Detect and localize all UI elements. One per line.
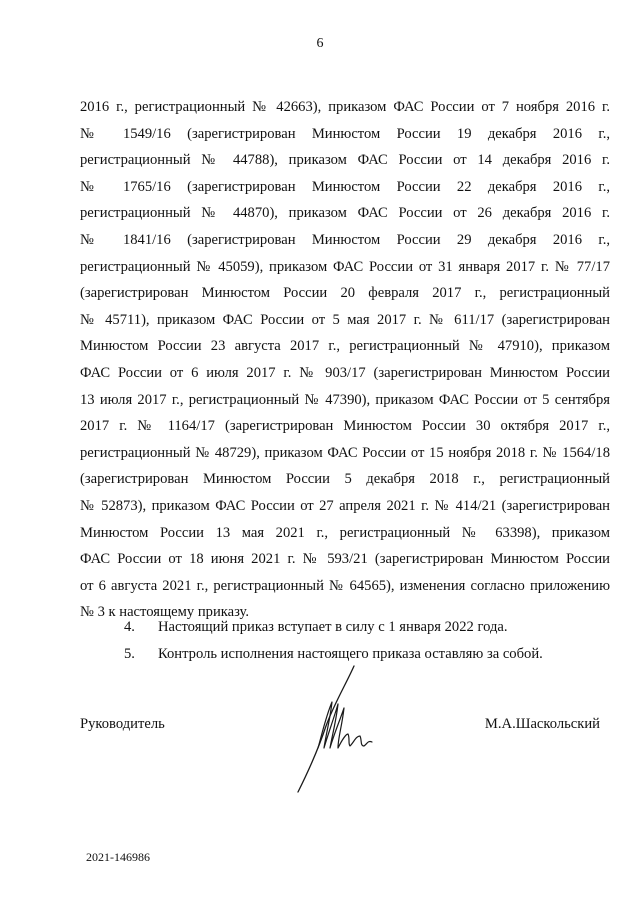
text-line: (зарегистрирован Минюстом России 20 февраля 2017 г., регистрационный xyxy=(80,285,610,302)
text-line: № 1841/16 (зарегистрирован Минюстом России 29 декабря 2016 г., xyxy=(80,231,610,248)
text-line: № 1765/16 (зарегистрирован Минюстом России 22 декабря 2016 г., xyxy=(80,178,610,195)
numbered-items xyxy=(124,614,604,668)
item-text: Настоящий приказ вступает в силу с 1 января 2022 года. xyxy=(158,619,508,635)
document-registration-number: 2021-146986 xyxy=(86,850,150,864)
text-line: 13 июля 2017 г., регистрационный № 47390), приказом ФАС России от 5 сентября xyxy=(80,391,610,408)
document-body xyxy=(80,94,610,626)
item-number: 4. xyxy=(124,619,135,635)
text-line: от 6 августа 2021 г., регистрационный № 64565), изменения согласно приложению xyxy=(80,577,610,594)
list-item xyxy=(124,614,604,641)
text-line: Минюстом России 13 мая 2021 г., регистрационный № 63398), приказом xyxy=(80,524,610,541)
text-line: № 1549/16 (зарегистрирован Минюстом России 19 декабря 2016 г., xyxy=(80,125,610,142)
item-text: Контроль исполнения настоящего приказа оставляю за собой. xyxy=(158,646,543,662)
text-line: ФАС России от 6 июля 2017 г. № 903/17 (зарегистрирован Минюстом России xyxy=(80,364,610,381)
text-line: регистрационный № 48729), приказом ФАС России от 15 ноября 2018 г. № 1564/18 xyxy=(80,444,610,461)
handwritten-signature xyxy=(288,664,378,794)
text-line: № 52873), приказом ФАС России от 27 апреля 2021 г. № 414/21 (зарегистрирован xyxy=(80,497,610,514)
text-line: № 45711), приказом ФАС России от 5 мая 2017 г. № 611/17 (зарегистрирован xyxy=(80,311,610,328)
text-line: регистрационный № 45059), приказом ФАС России от 31 января 2017 г. № 77/17 xyxy=(80,258,610,275)
text-line: регистрационный № 44870), приказом ФАС России от 26 декабря 2016 г. xyxy=(80,205,610,222)
page-number: 6 xyxy=(316,36,324,51)
text-line: Минюстом России 23 августа 2017 г., регистрационный № 47910), приказом xyxy=(80,338,610,355)
text-line: 2017 г. № 1164/17 (зарегистрирован Минюстом России 30 октября 2017 г., xyxy=(80,418,610,435)
text-line: 2016 г., регистрационный № 42663), приказом ФАС России от 7 ноября 2016 г. xyxy=(80,99,610,115)
signatory-title: Руководитель xyxy=(80,716,165,732)
text-line: ФАС России от 18 июня 2021 г. № 593/21 (зарегистрирован Минюстом России xyxy=(80,551,610,568)
text-line: № 3 к настоящему приказу. xyxy=(80,604,250,621)
signatory-name: М.А.Шаскольский xyxy=(484,716,600,732)
text-line: (зарегистрирован Минюстом России 5 декабря 2018 г., регистрационный xyxy=(80,471,610,488)
item-number: 5. xyxy=(124,646,135,662)
text-line: регистрационный № 44788), приказом ФАС России от 14 декабря 2016 г. xyxy=(80,152,610,169)
